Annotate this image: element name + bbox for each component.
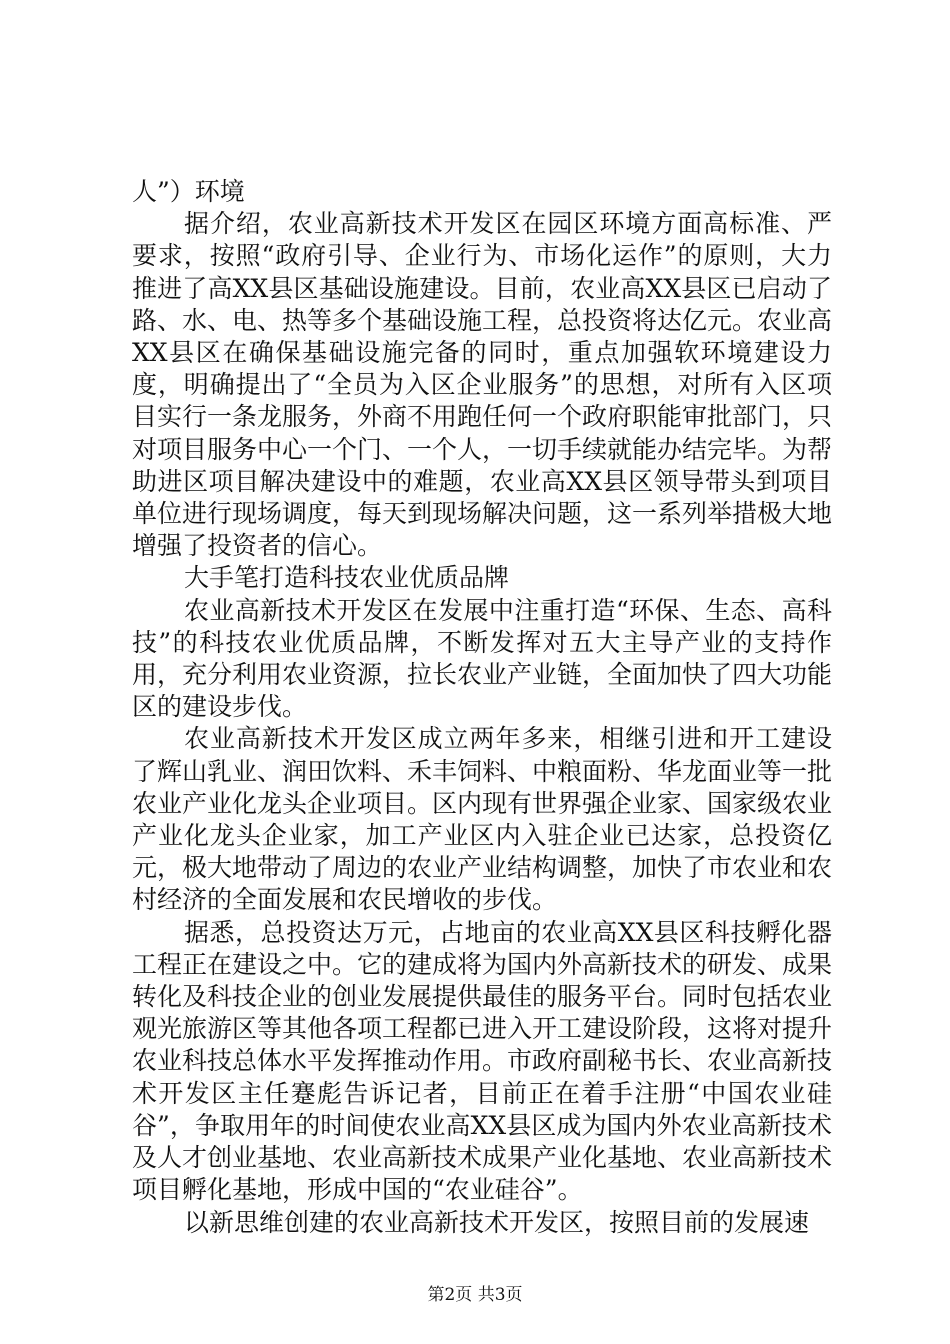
page-number: 第2页 共3页 (427, 1285, 523, 1305)
page-footer (0, 1280, 950, 1305)
paragraph-3: 农业高新技术开发区在发展中注重打造“环保、生态、高科技”的科技农业优质品牌，不断发挥对五大主导产业的支持作用，充分利用农业资源，拉长农业产业链，全面加快了四大功能区的建设步伐。 (132, 595, 833, 722)
document-body (132, 176, 832, 1239)
paragraph-5: 据悉，总投资达万元，占地亩的农业高XX县区科技孵化器工程正在建设之中。它的建成将为国内外高新技术的研发、成果转化及科技企业的创业发展提供最佳的服务平台。同时包括农业观光旅游区等其他各项工程都已进入开工建设阶段，这将对提升农业科技总体水平发挥推动作用。市政府副秘书长、农业高新技术开发区主任蹇彪告诉记者，目前正在着手注册“中国农业硅谷”，争取用年的时间使农业高XX县区成为国内外农业高新技术及人才创业基地、农业高新技术成果产业化基地、农业高新技术项目孵化基地，形成中国的“农业硅谷”。 (132, 917, 833, 1205)
paragraph-4: 农业高新技术开发区成立两年多来，相继引进和开工建设了辉山乳业、润田饮料、禾丰饲料、中粮面粉、华龙面业等一批农业产业化龙头企业项目。区内现有世界强企业家、国家级农业产业化龙头企业家，加工产业区内入驻企业已达家，总投资亿元，极大地带动了周边的农业产业结构调整，加快了市农业和农村经济的全面发展和农民增收的步伐。 (132, 724, 833, 915)
paragraph-0: 人”）环境 (132, 177, 245, 206)
paragraph-1: 据介绍，农业高新技术开发区在园区环境方面高标准、严要求，按照“政府引导、企业行为、市场化运作”的原则，大力推进了高XX县区基础设施建设。目前，农业高XX县区已启动了路、水、电、热等多个基础设施工程，总投资将达亿元。农业高XX县区在确保基础设施完备的同时，重点加强软环境建设力度，明确提出了“全员为入区企业服务”的思想，对所有入区项目实行一条龙服务，外商不用跑任何一个政府职能审批部门，只对项目服务中心一个门、一个人，一切手续就能办结完毕。为帮助进区项目解决建设中的难题，农业高XX县区领导带头到项目单位进行现场调度，每天到现场解决问题，这一系列举措极大地增强了投资者的信心。 (132, 209, 833, 561)
paragraph-6: 以新思维创建的农业高新技术开发区，按照目前的发展速 (184, 1207, 810, 1237)
section-heading: 大手笔打造科技农业优质品牌 (184, 563, 510, 593)
